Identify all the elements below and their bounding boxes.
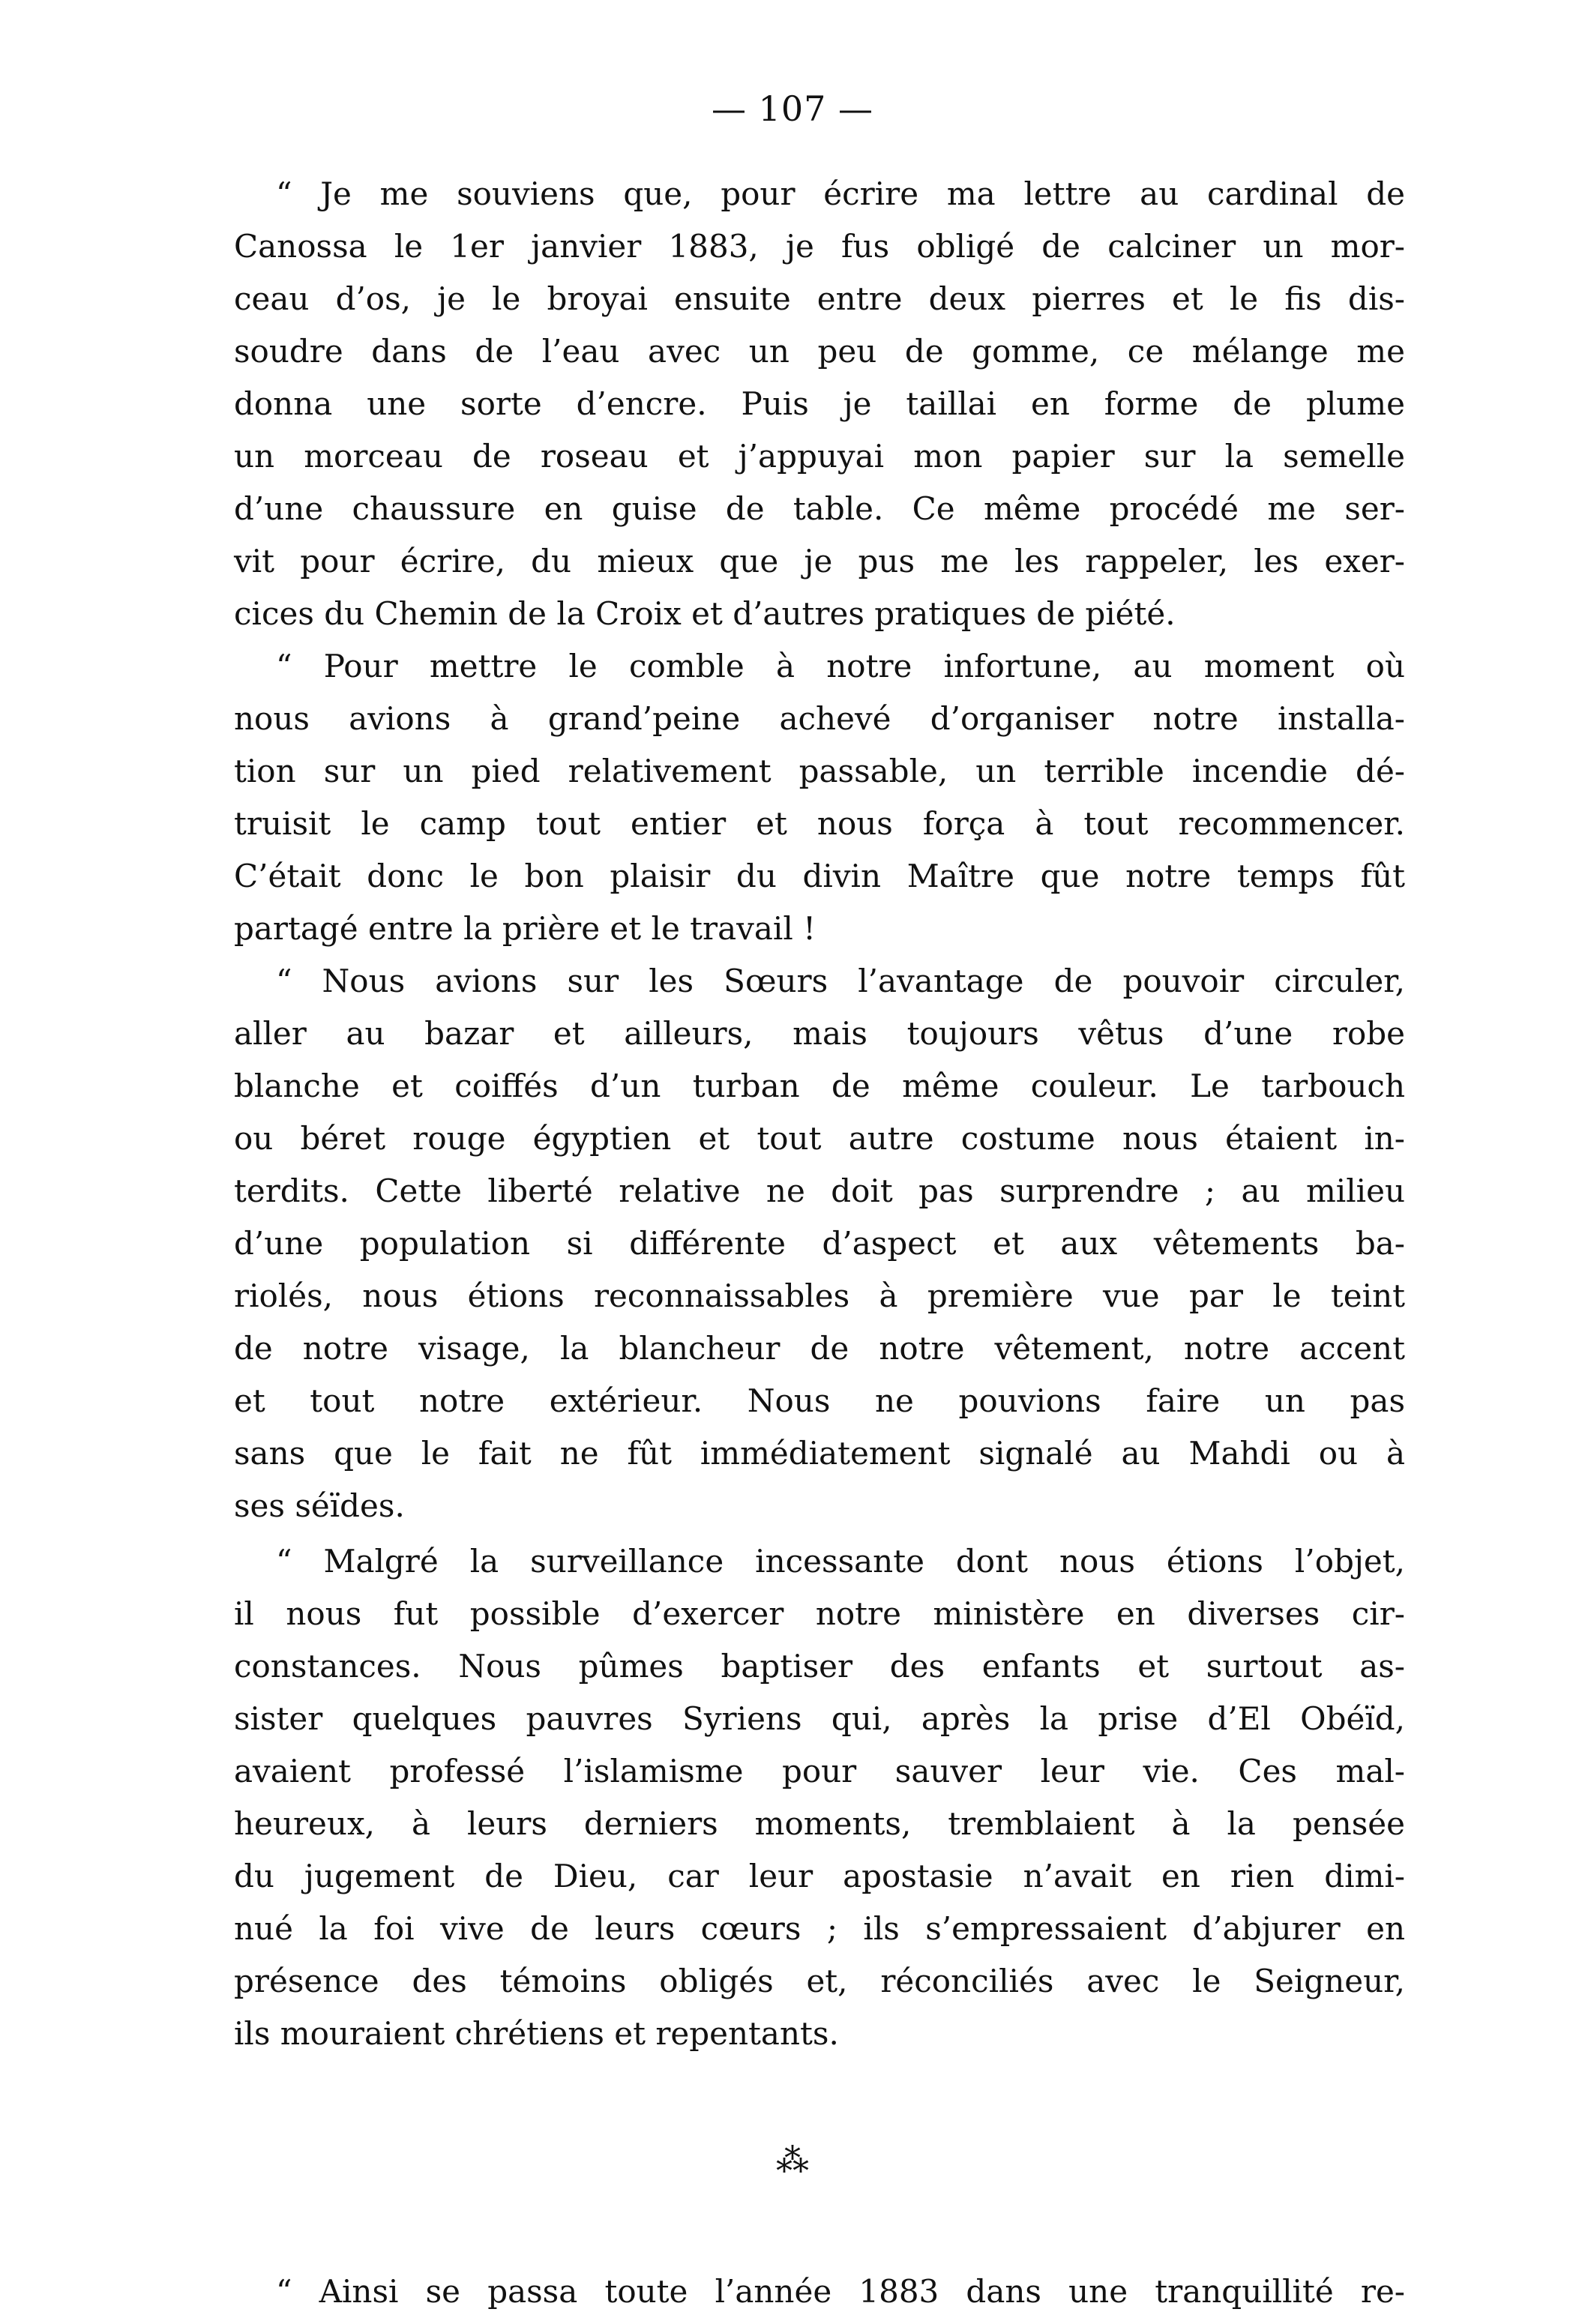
text-line: soudre dans de l’eau avec un peu de gomme, ce mélange me — [234, 333, 1405, 370]
page-number: — 107 — — [711, 88, 874, 129]
text-line: donna une sorte d’encre. Puis je taillai en forme de plume — [234, 385, 1405, 422]
text-line: un morceau de roseau et j’appuyai mon papier sur la semelle — [234, 438, 1405, 475]
text-line: et tout notre extérieur. Nous ne pouvions faire un pas — [234, 1382, 1405, 1419]
text-line: cices du Chemin de la Croix et d’autres pratiques de piété. — [234, 595, 1176, 632]
text-line: “ Malgré la surveillance incessante dont nous étions l’objet, — [276, 1543, 1405, 1580]
text-line: heureux, à leurs derniers moments, tremblaient à la pensée — [234, 1805, 1405, 1842]
text-line: nous avions à grand’peine achevé d’organiser notre installa- — [234, 700, 1405, 737]
text-line: constances. Nous pûmes baptiser des enfants et surtout as- — [234, 1648, 1405, 1685]
text-line: C’était donc le bon plaisir du divin Maître que notre temps fût — [234, 858, 1405, 894]
text-line: ceau d’os, je le broyai ensuite entre deux pierres et le fis dis- — [234, 280, 1405, 317]
text-line: “ Nous avions sur les Sœurs l’avantage de pouvoir circuler, — [276, 963, 1405, 999]
paragraph-2 — [234, 640, 1405, 955]
text-line: terdits. Cette liberté relative ne doit pas surprendre ; au milieu — [234, 1172, 1405, 1209]
text-line: sister quelques pauvres Syriens qui, après la prise d’El Obéïd, — [234, 1700, 1405, 1737]
text-line: vit pour écrire, du mieux que je pus me les rappeler, les exer- — [234, 543, 1405, 580]
text-line: du jugement de Dieu, car leur apostasie n’avait en rien dimi- — [234, 1858, 1405, 1894]
paragraph-3 — [234, 955, 1405, 1532]
text-line: avaient professé l’islamisme pour sauver leur vie. Ces mal- — [234, 1753, 1405, 1789]
text-line: d’une population si différente d’aspect et aux vêtements ba- — [234, 1225, 1405, 1262]
text-line: “ Pour mettre le comble à notre infortune, au moment où — [276, 648, 1405, 684]
text-line: ses séïdes. — [234, 1487, 405, 1524]
text-line: il nous fut possible d’exercer notre ministère en diverses cir- — [234, 1595, 1405, 1632]
text-line: présence des témoins obligés et, réconciliés avec le Seigneur, — [234, 1963, 1405, 1999]
body-text — [234, 168, 1405, 2060]
paragraph-4 — [234, 1535, 1405, 2060]
text-line: Canossa le 1er janvier 1883, je fus obligé de calciner un mor- — [234, 228, 1405, 265]
text-line: riolés, nous étions reconnaissables à première vue par le teint — [234, 1277, 1405, 1314]
text-line: d’une chaussure en guise de table. Ce même procédé me ser- — [234, 490, 1405, 527]
text-line: tion sur un pied relativement passable, un terrible incendie dé- — [234, 753, 1405, 789]
text-line: aller au bazar et ailleurs, mais toujours vêtus d’une robe — [234, 1015, 1405, 1052]
text-line: partagé entre la prière et le travail ! — [234, 910, 816, 947]
text-line: “ Ainsi se passa toute l’année 1883 dans une tranquillité re- — [276, 2273, 1405, 2310]
text-line: ou béret rouge égyptien et tout autre costume nous étaient in- — [234, 1120, 1405, 1157]
paragraph-1 — [234, 168, 1405, 640]
text-line: nué la foi vive de leurs cœurs ; ils s’empressaient d’abjurer en — [234, 1910, 1405, 1947]
text-line: “ Je me souviens que, pour écrire ma lettre au cardinal de — [276, 175, 1405, 212]
text-line: truisit le camp tout entier et nous força à tout recommencer. — [234, 805, 1405, 842]
section-separator: ⁂ — [776, 2142, 809, 2180]
text-line: sans que le fait ne fût immédiatement signalé au Mahdi ou à — [234, 1435, 1405, 1472]
text-line: blanche et coiffés d’un turban de même couleur. Le tarbouch — [234, 1068, 1405, 1104]
text-line: ils mouraient chrétiens et repentants. — [234, 2015, 839, 2052]
text-line: de notre visage, la blancheur de notre vêtement, notre accent — [234, 1330, 1405, 1367]
